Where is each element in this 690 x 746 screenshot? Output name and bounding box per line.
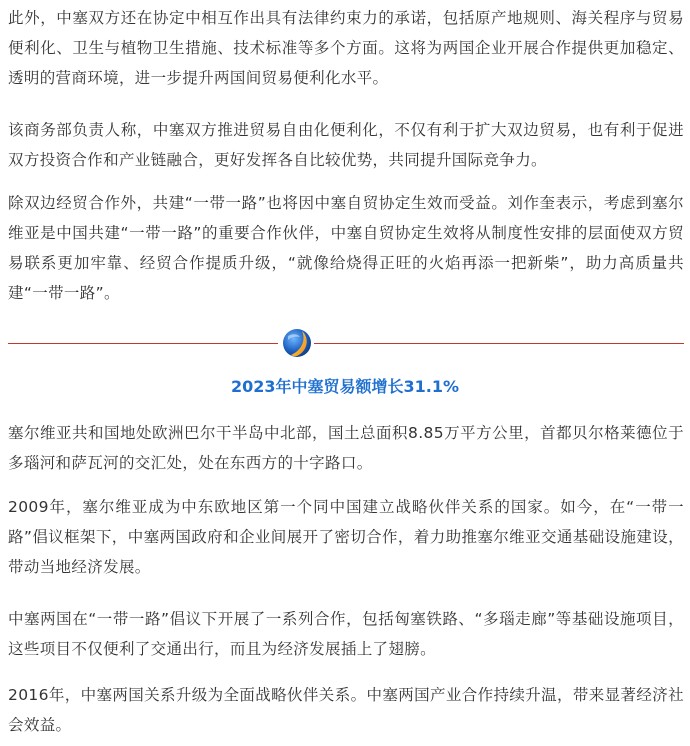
paragraph-provisions: 此外，中塞双方还在协定中相互作出具有法律约束力的承诺，包括原产地规则、海关程序与贸易便利化、卫生与植物卫生措施、技术标准等多个方面。这将为两国企业开展合作提供更加稳定、透明的营商环境，进一步提升两国间贸易便利化水平。 [8,9,684,87]
paragraph-serbia-geography: 塞尔维亚共和国地处欧洲巴尔干半岛中北部，国土总面积8.85万平方公里，首都贝尔格莱德位于多瑙河和萨瓦河的交汇处，处在东西方的十字路口。 [8,424,684,472]
section-divider [8,328,684,360]
paragraph-2009-partnership: 2009年，塞尔维亚成为中东欧地区第一个同中国建立战略伙伴关系的国家。如今，在“一带一路”倡议框架下，中塞两国政府和企业间展开了密切合作，着力助推塞尔维亚交通基础设施建设，带动当地经济发展。 [8,498,684,576]
globe-logo-icon [282,328,312,358]
divider-rule-left [8,343,278,344]
paragraph-trade-facilitation: 该商务部负责人称，中塞双方推进贸易自由化便利化，不仅有利于扩大双边贸易，也有利于促进双方投资合作和产业链融合，更好发挥各自比较优势，共同提升国际竞争力。 [8,121,684,169]
section-heading: 2023年中塞贸易额增长31.1% [230,377,460,396]
paragraph-2016-strategic: 2016年，中塞两国关系升级为全面战略伙伴关系。中塞两国产业合作持续升温，带来显著经济社会效益。 [8,686,684,734]
paragraph-belt-and-road: 除双边经贸合作外，共建“一带一路”也将因中塞自贸协定生效而受益。刘作奎表示，考虑到塞尔维亚是中国共建“一带一路”的重要合作伙伴，中塞自贸协定生效将从制度性安排的层面使双方贸易联系更加牢靠、经贸合作提质升级，“就像给烧得正旺的火焰再添一把新柴”，助力高质量共建“一带一路”。 [8,194,684,302]
divider-rule-right [314,343,684,344]
paragraph-infrastructure-projects: 中塞两国在“一带一路”倡议下开展了一系列合作，包括匈塞铁路、“多瑙走廊”等基础设施项目，这些项目不仅便利了交通出行，而且为经济发展插上了翅膀。 [8,610,684,658]
